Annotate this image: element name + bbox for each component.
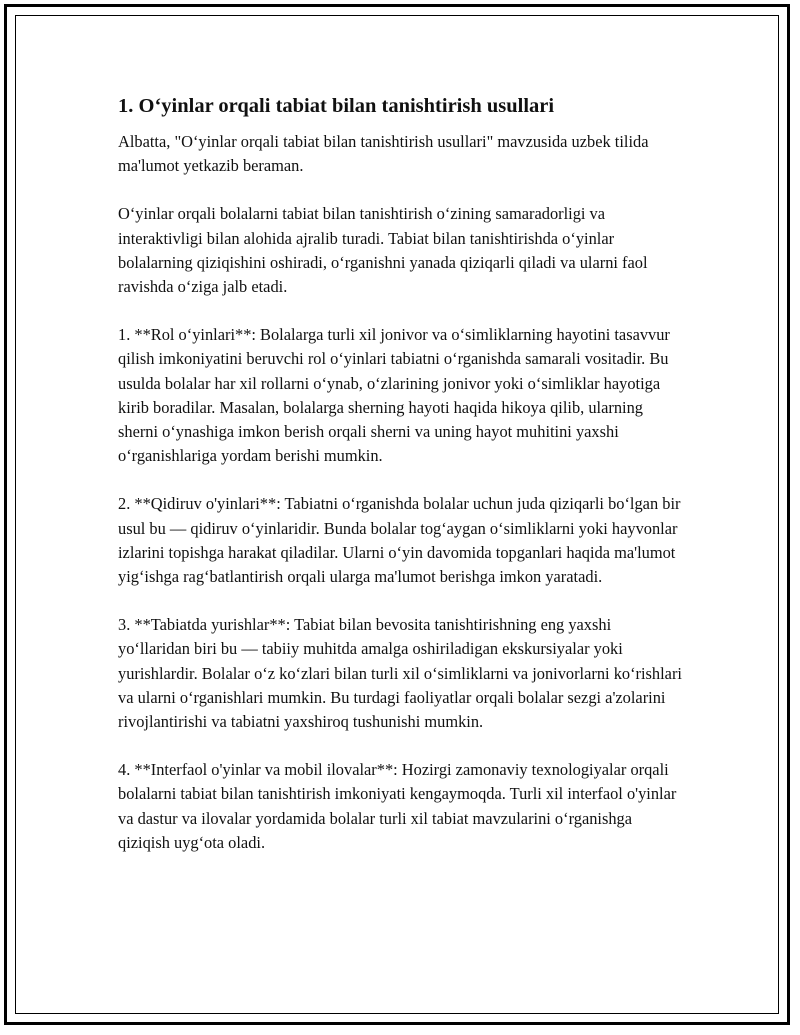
document-title: 1. O‘yinlar orqali tabiat bilan tanishtirish usullari: [118, 95, 555, 117]
overview-paragraph: O‘yinlar orqali bolalarni tabiat bilan tanishtirish o‘zining samaradorligi va interaktivligi bilan alohida ajralib turadi. Tabiat bilan tanishtirishda o‘yinlar bolalarning qiziqishini oshiradi, o‘rganishni yanada qiziqarli qiladi va ularni faol ravishda o‘ziga jalb etadi.: [118, 204, 648, 297]
role-games-paragraph: 1. **Rol o‘yinlari**: Bolalarga turli xil jonivor va o‘simliklarning hayotini tasavvur qilish imkoniyatini beruvchi rol o‘yinlari tabiatni o‘rganishda samarali vositadir. Bu usulda bolalar har xil rollarni o‘ynab, o‘zlarining jonivor yoki o‘simliklar hayotiga kirib boradilar. Masalan, bolalarga sherning hayoti haqida hikoya qilib, ularning sherni o‘ynashiga imkon berish orqali sherni va uning hayot muhitini yaxshi o‘rganishlariga yordam berishi mumkin.: [118, 325, 670, 466]
nature-walks-paragraph: 3. **Tabiatda yurishlar**: Tabiat bilan bevosita tanishtirishning eng yaxshi yo‘llaridan biri bu — tabiiy muhitda amalga oshiriladigan ekskursiyalar yoki yurishlardir. Bolalar o‘z ko‘zlari bilan turli xil o‘simliklarni va jonivorlarni ko‘rishlari va ularni o‘rganishlari mumkin. Bu turdagi faoliyatlar orqali bolalar sezgi a'zolarini rivojlantirishi va tabiatni yaxshiroq tushunishi mumkin.: [118, 615, 682, 732]
document-body: [118, 92, 684, 879]
interactive-games-paragraph: 4. **Interfaol o'yinlar va mobil ilovalar**: Hozirgi zamonaviy texnologiyalar orqali bolalarni tabiat bilan tanishtirish imkoniyati kengaymoqda. Turli xil interfaol o'yinlar va dastur va ilovalar yordamida bolalar turli xil tabiat mavzularini o‘rganishga qiziqish uyg‘ota oladi.: [118, 760, 677, 852]
search-games-paragraph: 2. **Qidiruv o'yinlari**: Tabiatni o‘rganishda bolalar uchun juda qiziqarli bo‘lgan bir usul bu — qidiruv o‘yinlaridir. Bunda bolalar tog‘aygan o‘simliklarni yoki hayvonlar izlarini topishga harakat qiladilar. Ularni o‘yin davomida topganlari haqida ma'lumot yig‘ishga rag‘batlantirish orqali ularga ma'lumot berishga imkon yaratadi.: [118, 494, 681, 587]
intro-paragraph: Albatta, "O‘yinlar orqali tabiat bilan tanishtirish usullari" mavzusida uzbek tilida ma'lumot yetkazib beraman.: [118, 132, 649, 176]
